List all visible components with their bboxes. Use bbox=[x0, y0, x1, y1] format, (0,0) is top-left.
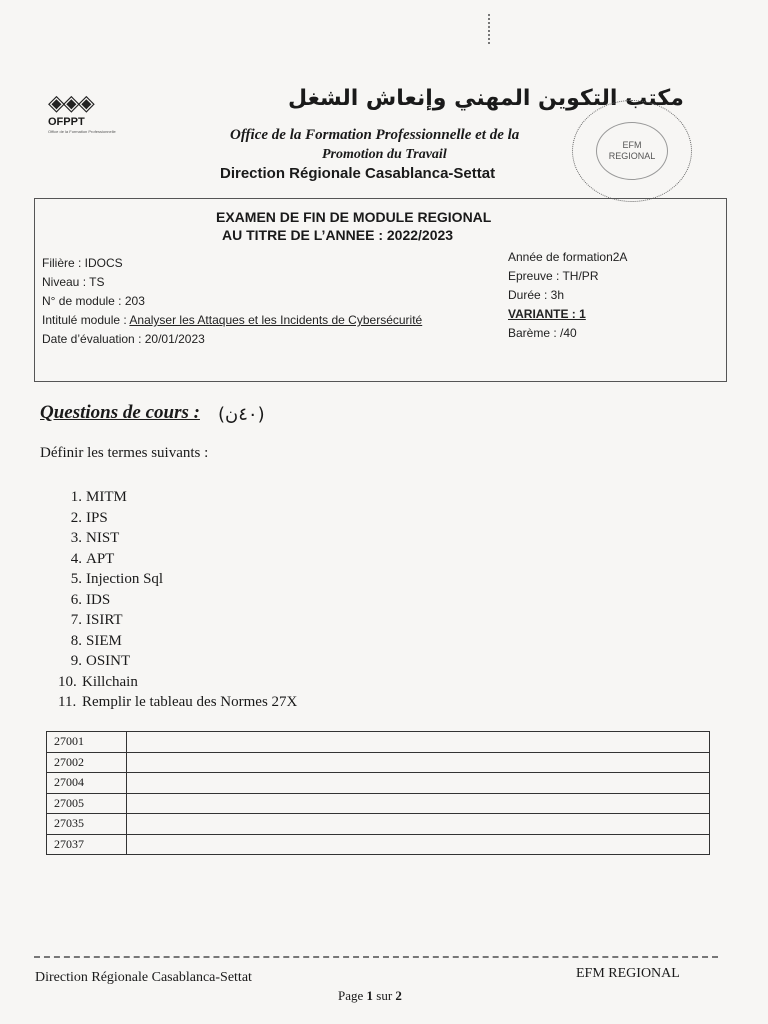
table-row bbox=[47, 752, 710, 773]
filiere: Filière : IDOCS bbox=[42, 256, 123, 270]
office-line-1: Office de la Formation Professionnelle et de la bbox=[230, 127, 520, 143]
list-item: 4. APT bbox=[70, 550, 115, 567]
stamp-efm: EFM bbox=[622, 140, 642, 150]
variant: VARIANTE : 1 bbox=[508, 307, 586, 321]
list-item: 1. MITM bbox=[70, 489, 127, 505]
office-line-2: Promotion du Travail bbox=[322, 147, 447, 162]
exam-info-right bbox=[508, 248, 627, 343]
exam-type: Epreuve : TH/PR bbox=[508, 269, 599, 283]
logo-text: OFPPT bbox=[48, 116, 85, 128]
direction-title: Direction Régionale Casablanca-Settat bbox=[220, 165, 496, 182]
ofppt-logo bbox=[48, 92, 128, 142]
exam-title-line1: EXAMEN DE FIN DE MODULE REGIONAL bbox=[216, 209, 492, 225]
norm-description-cell[interactable] bbox=[127, 834, 710, 855]
questions-intro: Définir les termes suivants : bbox=[40, 445, 209, 461]
exam-info-left bbox=[42, 254, 422, 349]
module-title-value: Analyser les Attaques et les Incidents de Cybersécurité bbox=[129, 313, 423, 327]
norm-description-cell[interactable] bbox=[127, 773, 710, 794]
list-item: 6. IDS bbox=[70, 591, 111, 608]
list-item: 10. Killchain bbox=[58, 673, 138, 690]
table-row bbox=[47, 834, 710, 855]
niveau: Niveau : TS bbox=[42, 275, 105, 289]
list-item: 11. Remplir le tableau des Normes 27X bbox=[58, 694, 298, 710]
questions-handwritten-note: (٤٠ن) bbox=[218, 404, 265, 425]
list-item: 2. IPS bbox=[70, 509, 108, 526]
table-row bbox=[47, 814, 710, 835]
norm-code: 27002 bbox=[47, 752, 127, 773]
list-item: 8. SIEM bbox=[70, 632, 122, 649]
logo-emblem-icon: ◈◈◈ bbox=[48, 90, 93, 115]
norm-description-cell[interactable] bbox=[127, 752, 710, 773]
stamp-inner bbox=[596, 122, 668, 180]
table-row bbox=[47, 773, 710, 794]
stamp-regional: REGIONAL bbox=[608, 151, 656, 161]
exam-title-line2: AU TITRE DE L’ANNEE : 2022/2023 bbox=[222, 227, 454, 243]
logo-subtext: Office de la Formation Professionnelle bbox=[48, 129, 116, 134]
norms-table bbox=[46, 731, 710, 855]
norm-description-cell[interactable] bbox=[127, 814, 710, 835]
scan-mark bbox=[488, 14, 492, 44]
norm-code: 27005 bbox=[47, 793, 127, 814]
training-year: Année de formation2A bbox=[508, 250, 628, 264]
arabic-title: مكتب التكوين المهني وإنعاش الشغل bbox=[288, 86, 684, 111]
module-title bbox=[42, 311, 422, 330]
page-number: Page 1 sur 2 bbox=[338, 988, 402, 1003]
duration: Durée : 3h bbox=[508, 288, 565, 302]
list-item: 3. NIST bbox=[70, 530, 120, 546]
table-row bbox=[47, 793, 710, 814]
exam-title bbox=[216, 208, 491, 244]
norm-code: 27037 bbox=[47, 834, 127, 855]
question-list bbox=[58, 487, 297, 713]
questions-title: Questions de cours : bbox=[40, 402, 200, 423]
official-stamp bbox=[572, 100, 692, 202]
norm-description-cell[interactable] bbox=[127, 732, 710, 753]
module-title-label: Intitulé module : bbox=[42, 313, 130, 327]
list-item: 9. OSINT bbox=[70, 653, 131, 669]
norm-code: 27035 bbox=[47, 814, 127, 835]
footer-efm: EFM REGIONAL bbox=[576, 966, 680, 981]
norm-code: 27004 bbox=[47, 773, 127, 794]
list-item: 5. Injection Sql bbox=[70, 571, 164, 587]
footer-divider bbox=[34, 956, 718, 958]
table-row bbox=[47, 732, 710, 753]
evaluation-date: Date d’évaluation : 20/01/2023 bbox=[42, 332, 205, 346]
module-number: N° de module : 203 bbox=[42, 294, 145, 308]
footer-direction: Direction Régionale Casablanca-Settat bbox=[35, 970, 252, 985]
norm-description-cell[interactable] bbox=[127, 793, 710, 814]
norm-code: 27001 bbox=[47, 732, 127, 753]
list-item: 7. ISIRT bbox=[70, 612, 123, 628]
grading-scale: Barème : /40 bbox=[508, 326, 577, 340]
